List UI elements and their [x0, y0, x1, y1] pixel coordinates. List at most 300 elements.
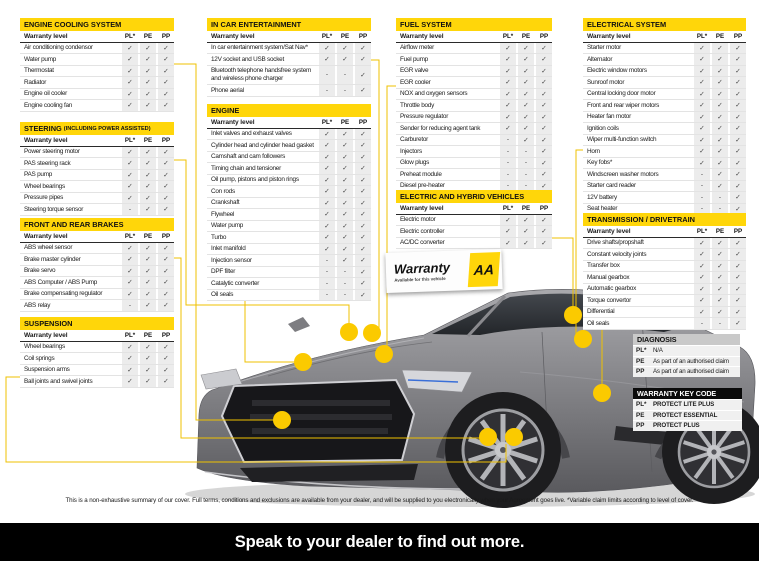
coverage-mark: ✓	[319, 198, 335, 209]
table-row	[20, 289, 174, 301]
coverage-mark: ✓	[319, 232, 335, 243]
coverage-mark: -	[694, 169, 710, 180]
table-row	[207, 175, 371, 187]
key-code: PP	[636, 422, 645, 430]
callout-dot-rear-mid	[574, 330, 592, 348]
coverage-mark: -	[122, 204, 138, 215]
coverage-mark: ✓	[122, 43, 138, 54]
warranty-level-label: Warranty level	[24, 32, 68, 40]
row-label: PAS steering rack	[24, 159, 71, 167]
coverage-mark: ✓	[337, 198, 353, 209]
row-label: 12V battery	[587, 193, 617, 201]
callout-dot-hood-left	[294, 353, 312, 371]
row-label: Engine cooling fan	[24, 101, 73, 109]
table-row	[20, 342, 174, 354]
table-row	[20, 193, 174, 205]
callout-dot-windscreen-left	[340, 323, 358, 341]
table-header	[20, 218, 174, 231]
row-label: Cylinder head and cylinder head gasket	[211, 141, 314, 149]
warranty-level-label: Warranty level	[587, 227, 631, 235]
footer-message: Speak to your dealer to find out more.	[234, 532, 525, 551]
column-header: PP	[733, 32, 743, 40]
column-header: PL*	[321, 32, 333, 40]
warranty-level-row	[396, 31, 552, 43]
coverage-mark: ✓	[158, 243, 174, 254]
table-row	[583, 261, 746, 273]
coverage-mark: ✓	[122, 158, 138, 169]
coverage-mark: ✓	[140, 277, 156, 288]
coverage-mark: ✓	[158, 170, 174, 181]
row-label: Starter motor	[587, 44, 622, 52]
coverage-mark: ✓	[694, 146, 710, 157]
table-ehv	[396, 190, 552, 249]
table-title: ENGINE COOLING SYSTEM	[24, 20, 122, 29]
table-row	[396, 43, 552, 55]
coverage-mark: ✓	[122, 147, 138, 158]
table-row	[20, 266, 174, 278]
row-label: Ignition coils	[587, 124, 619, 132]
coverage-mark: ✓	[158, 289, 174, 300]
coverage-mark: ✓	[355, 198, 371, 209]
table-transmission	[583, 213, 746, 330]
table-header	[20, 18, 174, 31]
table-row	[207, 43, 371, 55]
coverage-mark: ✓	[158, 181, 174, 192]
column-header: PE	[340, 32, 350, 40]
column-header: PE	[715, 32, 725, 40]
table-ecs	[20, 18, 174, 112]
row-label: Pressure regulator	[400, 113, 449, 121]
row-label: Horn	[587, 147, 600, 155]
coverage-mark: ✓	[694, 43, 710, 54]
row-label: Sender for reducing agent tank	[400, 124, 481, 132]
coverage-mark: -	[694, 318, 710, 329]
table-row	[207, 255, 371, 267]
coverage-mark: ✓	[140, 66, 156, 77]
column-header: PE	[143, 136, 153, 144]
table-row	[207, 85, 371, 97]
coverage-mark: -	[712, 204, 728, 215]
coverage-mark: ✓	[730, 89, 746, 100]
warranty-level-label: Warranty level	[24, 331, 68, 339]
table-row	[207, 54, 371, 66]
coverage-mark: ✓	[712, 100, 728, 111]
row-label: Differential	[587, 308, 615, 316]
coverage-mark: ✓	[712, 89, 728, 100]
table-row	[20, 243, 174, 255]
coverage-mark: ✓	[122, 193, 138, 204]
coverage-mark: -	[122, 300, 138, 311]
coverage-mark: ✓	[500, 100, 516, 111]
table-row	[207, 244, 371, 256]
table-row	[396, 89, 552, 101]
coverage-mark: ✓	[355, 186, 371, 197]
coverage-mark: ✓	[518, 112, 534, 123]
coverage-mark: -	[500, 158, 516, 169]
coverage-mark: ✓	[355, 278, 371, 289]
row-label: Air conditioning condensor	[24, 44, 93, 52]
row-label: Heater fan motor	[587, 113, 631, 121]
coverage-mark: -	[319, 267, 335, 278]
warranty-level-row	[583, 226, 746, 238]
warranty-badge-text	[386, 260, 470, 283]
key-row	[633, 421, 742, 431]
coverage-mark: ✓	[730, 284, 746, 295]
table-row	[20, 277, 174, 289]
row-label: In car entertainment system/Sat Nav*	[211, 44, 308, 52]
coverage-mark: -	[694, 192, 710, 203]
coverage-mark: ✓	[730, 135, 746, 146]
row-label: Con rods	[211, 187, 235, 195]
table-row	[20, 147, 174, 159]
coverage-mark: -	[337, 85, 353, 96]
warranty-level-row	[207, 31, 371, 43]
coverage-mark: ✓	[140, 193, 156, 204]
coverage-mark: -	[500, 146, 516, 157]
coverage-mark: ✓	[140, 147, 156, 158]
table-brakes	[20, 218, 174, 312]
warranty-level-row	[396, 203, 552, 215]
coverage-mark: ✓	[122, 342, 138, 353]
coverage-mark: ✓	[694, 66, 710, 77]
coverage-mark: ✓	[500, 238, 516, 249]
coverage-mark: ✓	[355, 43, 371, 54]
coverage-mark: ✓	[500, 226, 516, 237]
table-row	[396, 77, 552, 89]
coverage-mark: ✓	[140, 170, 156, 181]
row-label: Inlet valves and exhaust valves	[211, 130, 292, 138]
column-header: PL*	[696, 32, 708, 40]
row-label: Front and rear wiper motors	[587, 101, 660, 109]
coverage-mark: ✓	[158, 365, 174, 376]
row-label: Engine oil cooler	[24, 90, 67, 98]
coverage-mark: ✓	[536, 54, 552, 65]
row-label: AC/DC converter	[400, 239, 445, 247]
key-text: As part of an authorised claim	[653, 368, 729, 376]
column-header: PL*	[696, 227, 708, 235]
coverage-mark: ✓	[355, 267, 371, 278]
row-label: Wheel bearings	[24, 343, 65, 351]
coverage-mark: ✓	[158, 54, 174, 65]
table-title: TRANSMISSION / DRIVETRAIN	[587, 215, 695, 224]
table-row	[583, 112, 746, 124]
coverage-mark: ✓	[319, 244, 335, 255]
row-label: Throttle body	[400, 101, 435, 109]
coverage-mark: -	[319, 85, 335, 96]
coverage-mark: ✓	[712, 135, 728, 146]
coverage-mark: ✓	[337, 255, 353, 266]
row-label: Turbo	[211, 233, 227, 241]
coverage-mark: ✓	[140, 342, 156, 353]
coverage-mark: ✓	[158, 66, 174, 77]
coverage-mark: ✓	[355, 209, 371, 220]
table-suspension	[20, 317, 174, 388]
coverage-mark: ✓	[158, 100, 174, 111]
row-label: Crankshaft	[211, 199, 240, 207]
row-label: 12V socket and USB socket	[211, 55, 284, 63]
coverage-mark: ✓	[730, 169, 746, 180]
table-row	[583, 192, 746, 204]
row-label: Carburetor	[400, 136, 429, 144]
table-engine	[207, 104, 371, 301]
table-row	[583, 169, 746, 181]
coverage-mark: ✓	[694, 249, 710, 260]
coverage-mark: ✓	[122, 89, 138, 100]
coverage-mark: ✓	[694, 112, 710, 123]
coverage-mark: ✓	[122, 100, 138, 111]
coverage-mark: ✓	[712, 307, 728, 318]
coverage-mark: ✓	[319, 152, 335, 163]
key-text: PROTECT LITE PLUS	[653, 401, 715, 409]
table-row	[20, 181, 174, 193]
row-label: Drive shafts/propshaft	[587, 239, 644, 247]
coverage-mark: ✓	[122, 254, 138, 265]
key-row	[633, 346, 740, 356]
row-label: Steering torque sensor	[24, 205, 84, 213]
coverage-mark: -	[319, 290, 335, 301]
box-warranty-key-code	[633, 388, 742, 431]
key-text: N/A	[653, 347, 663, 355]
row-label: Phone aerial	[211, 86, 244, 94]
table-row	[583, 249, 746, 261]
coverage-mark: ✓	[355, 221, 371, 232]
column-header: PE	[143, 32, 153, 40]
row-label: NOX and oxygen sensors	[400, 90, 468, 98]
coverage-mark: ✓	[694, 100, 710, 111]
warranty-level-row	[20, 330, 174, 342]
column-header: PE	[521, 204, 531, 212]
table-row	[583, 66, 746, 78]
column-header: PE	[715, 227, 725, 235]
row-label: Wheel bearings	[24, 182, 65, 190]
callout-line-entertainment	[371, 60, 379, 333]
key-text: PROTECT PLUS	[653, 422, 700, 430]
warranty-badge-title: Warranty	[393, 259, 451, 277]
coverage-mark: ✓	[355, 290, 371, 301]
box-title: DIAGNOSIS	[633, 334, 740, 345]
row-label: Pressure pipes	[24, 194, 64, 202]
coverage-mark: ✓	[518, 135, 534, 146]
row-label: Camshaft and cam followers	[211, 153, 286, 161]
coverage-mark: ✓	[140, 243, 156, 254]
key-text: PROTECT ESSENTIAL	[653, 411, 718, 419]
coverage-mark: ✓	[712, 66, 728, 77]
warranty-level-row	[20, 231, 174, 243]
coverage-mark: ✓	[730, 192, 746, 203]
table-row	[583, 272, 746, 284]
coverage-mark: -	[518, 169, 534, 180]
coverage-mark: ✓	[518, 89, 534, 100]
warranty-level-row	[20, 135, 174, 147]
table-header	[396, 190, 552, 203]
coverage-mark: ✓	[140, 289, 156, 300]
coverage-mark: -	[500, 169, 516, 180]
coverage-mark: ✓	[158, 277, 174, 288]
coverage-mark: ✓	[694, 238, 710, 249]
column-header: PP	[161, 32, 171, 40]
key-row	[633, 400, 742, 410]
coverage-mark: ✓	[536, 215, 552, 226]
coverage-mark: ✓	[518, 100, 534, 111]
coverage-mark: ✓	[500, 66, 516, 77]
coverage-mark: ✓	[337, 244, 353, 255]
callout-dot-hood-right	[375, 345, 393, 363]
table-row	[20, 43, 174, 55]
table-header	[583, 213, 746, 226]
column-header: PL*	[502, 204, 514, 212]
table-row	[20, 100, 174, 112]
coverage-mark: ✓	[712, 181, 728, 192]
coverage-mark: ✓	[730, 318, 746, 329]
table-row	[20, 300, 174, 312]
table-row	[207, 186, 371, 198]
coverage-mark: ✓	[337, 232, 353, 243]
key-row	[633, 367, 740, 377]
row-label: Water pump	[24, 55, 57, 63]
warranty-level-label: Warranty level	[211, 32, 255, 40]
table-row	[20, 170, 174, 182]
coverage-mark: ✓	[536, 238, 552, 249]
coverage-mark: ✓	[730, 77, 746, 88]
row-label: Airflow meter	[400, 44, 435, 52]
table-row	[396, 123, 552, 135]
callout-dot-rear-upper	[564, 306, 582, 324]
key-row	[633, 411, 742, 421]
coverage-mark: ✓	[500, 43, 516, 54]
row-label: Brake compensating regulator	[24, 290, 103, 298]
column-header: PE	[340, 118, 350, 126]
table-row	[207, 267, 371, 279]
column-header: PL*	[321, 118, 333, 126]
coverage-mark: ✓	[518, 238, 534, 249]
row-label: Brake master cylinder	[24, 255, 81, 263]
callout-line-ehv	[552, 238, 573, 310]
table-row	[583, 54, 746, 66]
coverage-mark: ✓	[500, 123, 516, 134]
coverage-mark: ✓	[355, 175, 371, 186]
coverage-mark: ✓	[337, 175, 353, 186]
column-header: PL*	[124, 232, 136, 240]
row-label: EGR cooler	[400, 78, 431, 86]
coverage-mark: ✓	[712, 295, 728, 306]
coverage-mark: ✓	[355, 140, 371, 151]
coverage-mark: ✓	[518, 54, 534, 65]
table-row	[207, 198, 371, 210]
coverage-mark: ✓	[140, 54, 156, 65]
coverage-mark: -	[337, 267, 353, 278]
table-row	[583, 123, 746, 135]
warranty-level-row	[583, 31, 746, 43]
column-header: PL*	[124, 32, 136, 40]
table-row	[396, 169, 552, 181]
table-title: FRONT AND REAR BRAKES	[24, 220, 124, 229]
row-label: Oil seals	[211, 291, 234, 299]
coverage-mark: ✓	[536, 169, 552, 180]
coverage-mark: ✓	[730, 123, 746, 134]
coverage-mark: ✓	[140, 254, 156, 265]
column-header: PP	[161, 136, 171, 144]
table-row	[20, 158, 174, 170]
callout-line-fuel	[387, 86, 396, 350]
row-label: ABS relay	[24, 301, 51, 309]
coverage-mark: -	[319, 255, 335, 266]
coverage-mark: ✓	[122, 170, 138, 181]
column-header: PP	[539, 204, 549, 212]
coverage-mark: ✓	[337, 152, 353, 163]
box-diagnosis	[633, 334, 740, 377]
table-row	[207, 152, 371, 164]
coverage-mark: -	[518, 158, 534, 169]
coverage-mark: ✓	[536, 66, 552, 77]
column-header: PP	[358, 32, 368, 40]
row-label: Windscreen washer motors	[587, 170, 659, 178]
table-row	[583, 158, 746, 170]
coverage-mark: -	[518, 181, 534, 192]
row-label: Torque convertor	[587, 296, 631, 304]
key-code: PE	[636, 411, 645, 419]
table-title: IN CAR ENTERTAINMENT	[211, 20, 302, 29]
coverage-mark: ✓	[536, 123, 552, 134]
coverage-mark: ✓	[337, 43, 353, 54]
row-label: Coil springs	[24, 354, 55, 362]
coverage-mark: ✓	[730, 272, 746, 283]
column-header: PL*	[502, 32, 514, 40]
coverage-mark: ✓	[712, 238, 728, 249]
coverage-mark: ✓	[122, 277, 138, 288]
coverage-mark: ✓	[730, 307, 746, 318]
coverage-mark: ✓	[355, 163, 371, 174]
coverage-mark: ✓	[730, 249, 746, 260]
coverage-mark: ✓	[158, 300, 174, 311]
row-label: PAS pump	[24, 171, 53, 179]
key-text: As part of an authorised claim	[653, 357, 729, 365]
coverage-mark: ✓	[122, 77, 138, 88]
table-header	[207, 18, 371, 31]
row-label: Fuel pump	[400, 55, 428, 63]
coverage-mark: ✓	[712, 272, 728, 283]
coverage-mark: ✓	[355, 85, 371, 96]
key-code: PL*	[636, 347, 647, 355]
coverage-mark: ✓	[518, 66, 534, 77]
coverage-mark: ✓	[730, 66, 746, 77]
coverage-mark: -	[712, 318, 728, 329]
table-row	[396, 66, 552, 78]
table-row	[20, 54, 174, 66]
coverage-mark: ✓	[355, 54, 371, 65]
coverage-mark: ✓	[730, 295, 746, 306]
table-row	[396, 135, 552, 147]
coverage-mark: -	[337, 290, 353, 301]
coverage-mark: ✓	[337, 54, 353, 65]
row-label: Sunroof motor	[587, 78, 625, 86]
coverage-mark: ✓	[158, 204, 174, 215]
coverage-mark: ✓	[140, 300, 156, 311]
table-row	[20, 89, 174, 101]
coverage-mark: ✓	[140, 376, 156, 387]
table-title: ELECTRICAL SYSTEM	[587, 20, 667, 29]
table-row	[396, 100, 552, 112]
column-header: PP	[161, 232, 171, 240]
coverage-mark: ✓	[140, 89, 156, 100]
coverage-mark: ✓	[337, 209, 353, 220]
table-row	[583, 146, 746, 158]
row-label: Power steering motor	[24, 148, 80, 156]
table-header	[207, 104, 371, 117]
row-label: Inlet manifold	[211, 245, 246, 253]
row-label: DPF filter	[211, 268, 236, 276]
coverage-mark: -	[694, 204, 710, 215]
table-title: SUSPENSION	[24, 319, 73, 328]
